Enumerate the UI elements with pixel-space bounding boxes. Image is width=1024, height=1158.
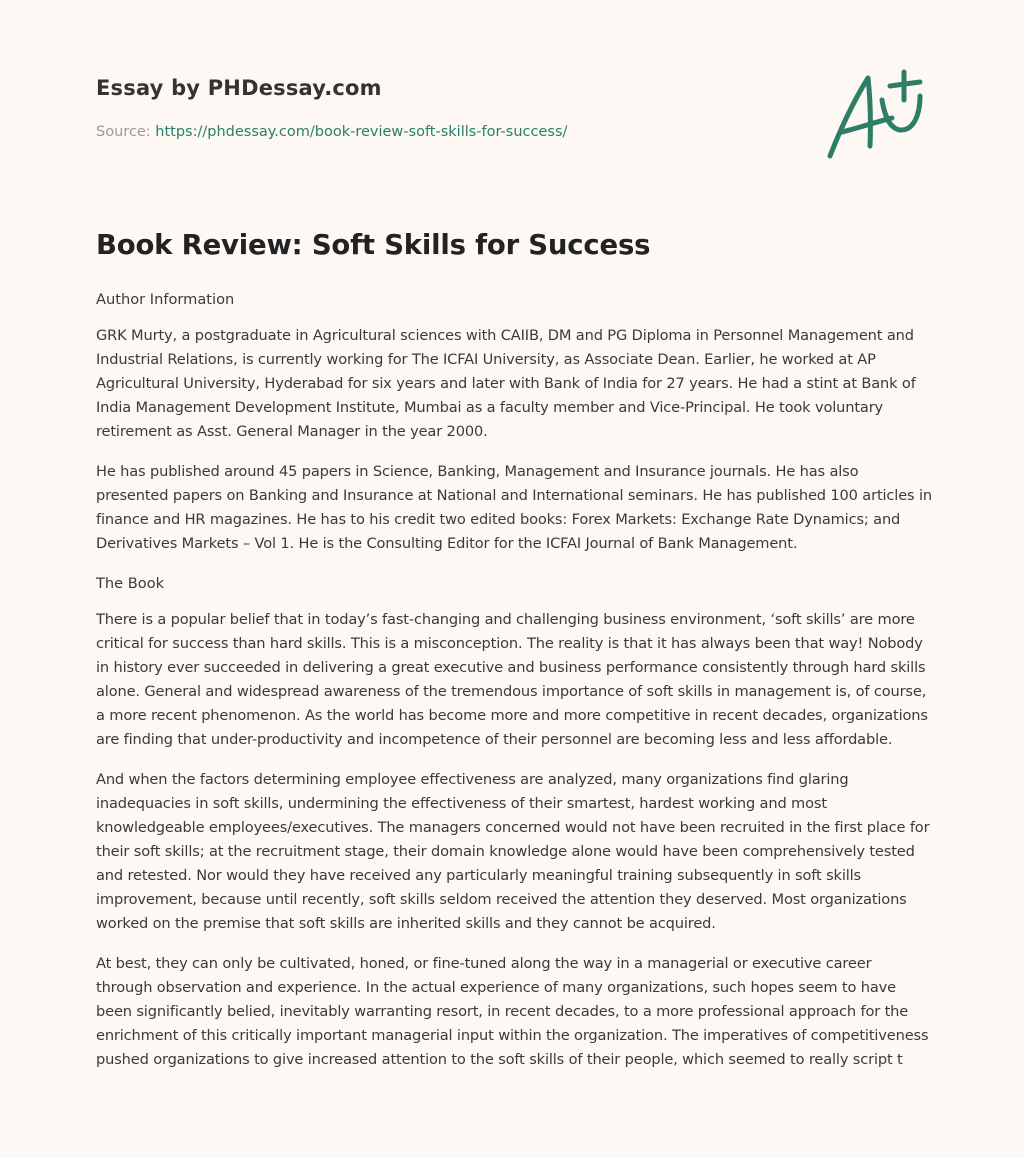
article <box>96 226 932 1088</box>
page-title: Book Review: Soft Skills for Success <box>96 229 651 261</box>
book-paragraph: There is a popular belief that in today’s fast-changing and challenging business environment, ‘soft skills’ are more critical for success than hard skills. This is a misconception. The reality is that it has always been that way! Nobody in history ever succeeded in delivering a great executive and business performance consistently through hard skills alone. General and widespread awareness of the tremendous importance of soft skills in management is, of course, a more recent phenomenon. As the world has become more and more competitive in recent decades, organizations are finding that under-productivity and incompetence of their personnel are becoming less and less affordable. <box>96 611 928 748</box>
site-title: Essay by PHDessay.com <box>96 76 382 100</box>
source-label: Source: <box>96 124 156 140</box>
author-paragraph: He has published around 45 papers in Science, Banking, Management and Insurance journals. He has also presented papers on Banking and Insurance at National and International seminars. He has published 100 articles in finance and HR magazines. He has to his credit two edited books: Forex Markets: Exchange Rate Dynamics; and Derivatives Markets – Vol 1. He is the Consulting Editor for the ICFAI Journal of Bank Management. <box>96 463 932 552</box>
page-header <box>96 0 928 170</box>
author-paragraph: GRK Murty, a postgraduate in Agricultural sciences with CAIIB, DM and PG Diploma in Personnel Management and Industrial Relations, is currently working for The ICFAI University, as Associate Dean. Earlier, he worked at AP Agricultural University, Hyderabad for six years and later with Bank of India for 27 years. He had a stint at Bank of India Management Development Institute, Mumbai as a faculty member and Vice-Principal. He took voluntary retirement as Asst. General Manager in the year 2000. <box>96 327 916 440</box>
book-paragraph: At best, they can only be cultivated, honed, or fine-tuned along the way in a managerial or executive career through observation and experience. In the actual experience of many organizations, such hopes seem to have been significantly belied, inevitably warranting resort, in recent decades, to a more professional approach for the enrichment of this critically important managerial input within the organization. The imperatives of competitiveness pushed organizations to give increased attention to the soft skills of their people, which seemed to really script t <box>96 955 929 1068</box>
book-paragraph: And when the factors determining employee effectiveness are analyzed, many organizations find glaring inadequacies in soft skills, undermining the effectiveness of their smartest, hardest working and most knowledgeable employees/executives. The managers concerned would not have been recruited in the first place for their soft skills; at the recruitment stage, their domain knowledge alone would have been comprehensively tested and retested. Nor would they have received any particularly meaningful training subsequently in soft skills improvement, because until recently, soft skills seldom received the attention they deserved. Most organizations worked on the premise that soft skills are inherited skills and they cannot be acquired. <box>96 771 930 932</box>
source-link[interactable]: https://phdessay.com/book-review-soft-skills-for-success/ <box>155 124 568 140</box>
book-heading: The Book <box>96 575 165 592</box>
a-plus-logo-icon <box>824 68 928 164</box>
author-heading: Author Information <box>96 291 235 308</box>
source-line <box>96 124 567 140</box>
